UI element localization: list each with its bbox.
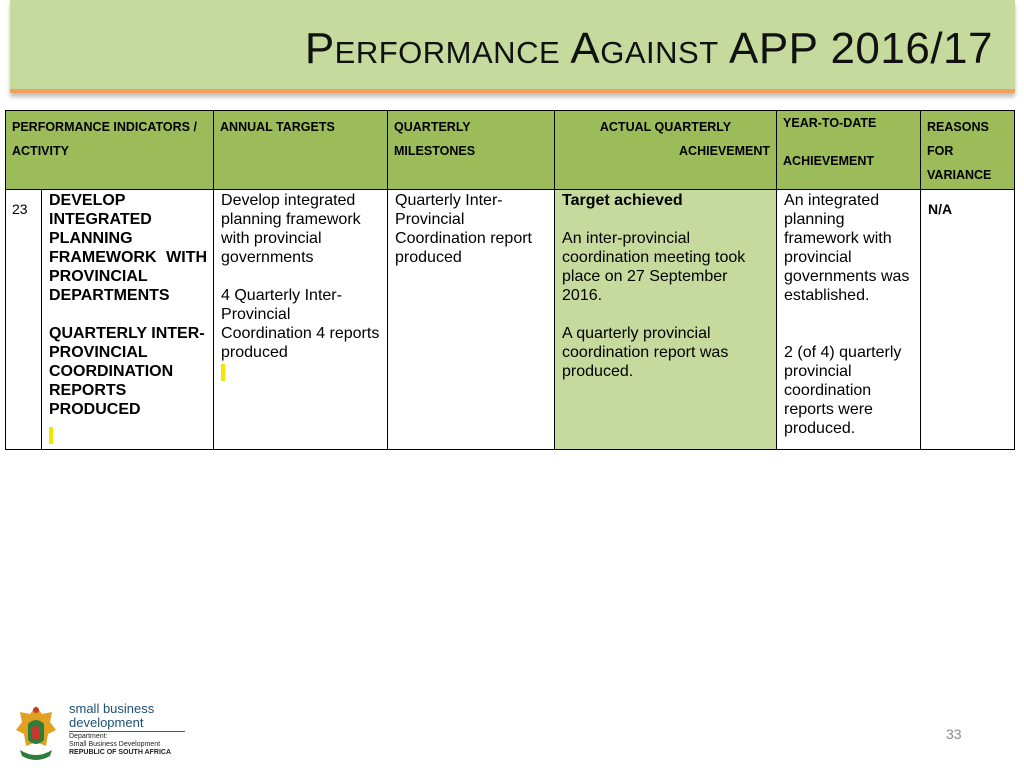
highlight-marker <box>221 364 225 381</box>
annual-targets-cell <box>214 190 388 450</box>
logo-name-line2: development <box>69 715 144 730</box>
row-number: 23 <box>6 190 42 450</box>
logo-dept-line3: REPUBLIC OF SOUTH AFRICA <box>69 749 172 756</box>
indicator-spacer <box>49 305 207 324</box>
title-banner <box>10 0 1015 93</box>
logo-divider <box>69 731 185 732</box>
header-indicators-label: PERFORMANCE INDICATORS / ACTIVITY <box>12 120 197 158</box>
header-indicators <box>6 111 214 190</box>
ytd-text-2: 2 (of 4) quarterly provincial coordination reports were produced. <box>784 344 902 437</box>
actual-achievement-cell <box>555 190 777 450</box>
header-actual-achievement-label: ACHIEVEMENT <box>679 144 771 158</box>
actual-status: Target achieved <box>562 192 683 209</box>
header-annual-targets <box>214 111 388 190</box>
logo-department <box>69 733 171 757</box>
header-actual-achievement <box>555 111 777 190</box>
highlight-marker <box>49 427 53 444</box>
indicator-line3: PROVINCIAL DEPARTMENTS <box>49 268 170 304</box>
slide-title: Performance Against APP 2016/17 <box>304 24 993 73</box>
header-reasons-label: REASONS FOR VARIANCE <box>927 120 992 182</box>
header-quarterly-milestones-label: QUARTERLY MILESTONES <box>394 120 476 158</box>
indicator-cell <box>42 190 214 450</box>
indicator-line2-right: WITH <box>166 249 208 266</box>
actual-text-1: An inter-provincial coordination meeting took place on 27 September 2016. <box>562 230 746 304</box>
header-ytd-label: YEAR-TO-DATE <box>783 116 877 130</box>
page-number: 33 <box>946 726 962 742</box>
variance-cell: N/A <box>921 190 1015 450</box>
indicator-line2-left: FRAMEWORK <box>49 249 157 266</box>
indicator-sub: QUARTERLY INTER-PROVINCIAL COORDINATION REPORTS PRODUCED <box>49 325 205 418</box>
indicator-line2 <box>49 248 207 267</box>
ytd-achievement-cell <box>777 190 921 450</box>
logo-dept-line1: Department: <box>69 733 108 740</box>
ytd-text-1: An integrated planning framework with provincial governments was established. <box>784 192 910 304</box>
coat-of-arms-icon <box>12 702 60 762</box>
logo-wordmark <box>69 702 154 730</box>
table-header-row <box>6 111 1015 190</box>
annual-target-1: Develop integrated planning framework with provincial governments <box>221 192 361 266</box>
logo-name-line1: small business <box>69 701 155 716</box>
logo-dept-line2: Small Business Development <box>69 741 161 748</box>
header-reasons-variance <box>921 111 1015 190</box>
actual-spacer-1 <box>562 210 770 229</box>
header-actual-quarterly-label: ACTUAL QUARTERLY <box>599 120 732 134</box>
header-ytd-achievement-label: ACHIEVEMENT <box>783 154 874 168</box>
ytd-spacer <box>784 305 914 343</box>
annual-target-spacer <box>221 267 381 286</box>
table-row <box>6 190 1015 450</box>
milestone-text: Quarterly Inter-Provincial Coordination report produced <box>395 192 532 266</box>
actual-text-2: A quarterly provincial coordination report was produced. <box>562 325 729 380</box>
header-quarterly-milestones <box>388 111 555 190</box>
header-annual-targets-label: ANNUAL TARGETS <box>220 120 335 134</box>
actual-spacer-2 <box>562 305 770 324</box>
indicator-line1: DEVELOP INTEGRATED PLANNING <box>49 192 152 247</box>
performance-table <box>5 110 1015 450</box>
header-ytd-achievement <box>777 111 921 190</box>
milestone-cell <box>388 190 555 450</box>
department-logo <box>12 700 192 762</box>
annual-target-2: 4 Quarterly Inter-Provincial Coordination 4 reports produced <box>221 287 380 361</box>
